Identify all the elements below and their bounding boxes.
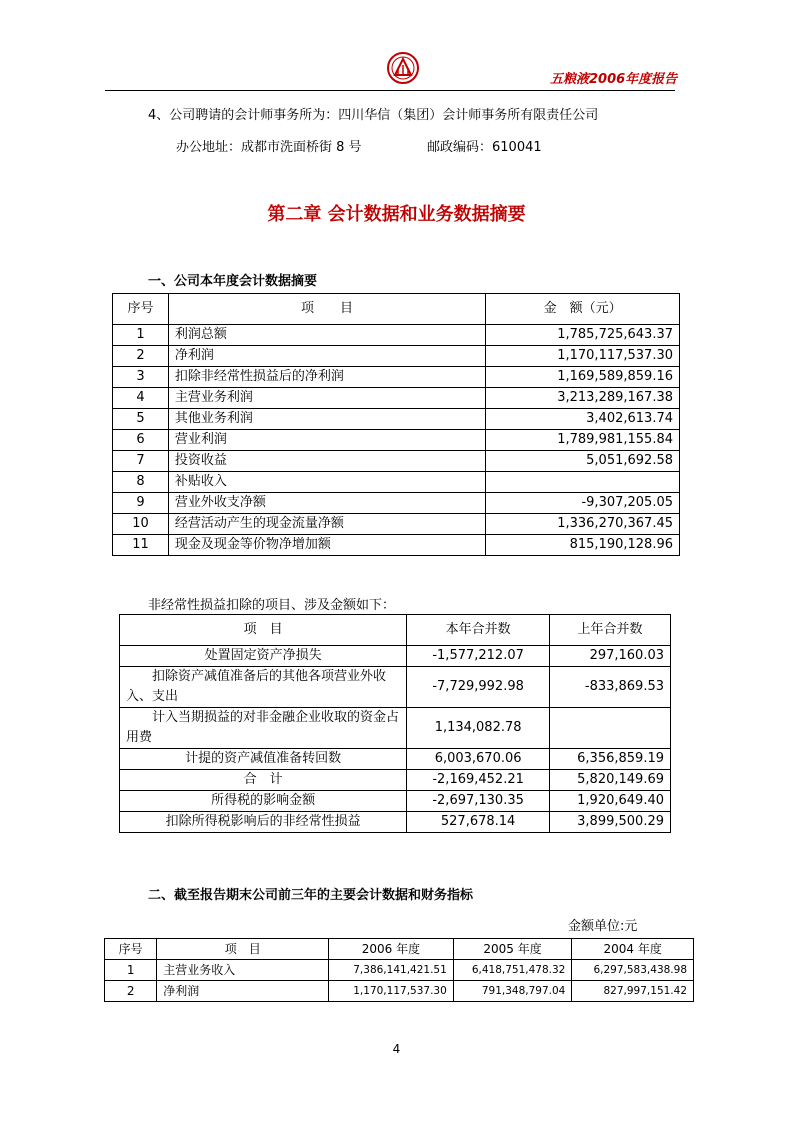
table-row xyxy=(120,708,671,749)
table-row xyxy=(120,646,671,667)
row-item: 扣除资产减值准备后的其他各项营业外收入、支出 xyxy=(120,667,407,708)
row-amount: 815,190,128.96 xyxy=(486,535,680,556)
row-item: 营业外收支净额 xyxy=(168,493,485,514)
row-item: 主营业务利润 xyxy=(168,388,485,409)
row-previous: 1,920,649.40 xyxy=(550,791,671,812)
nonrecurring-intro: 非经常性损益扣除的项目、涉及金额如下： xyxy=(148,598,396,613)
row-previous xyxy=(550,708,671,749)
row-amount: 1,170,117,537.30 xyxy=(486,346,680,367)
row-item: 净利润 xyxy=(157,981,329,1002)
table-row xyxy=(113,388,680,409)
col-header-item: 项 目 xyxy=(168,294,485,325)
row-item: 所得税的影响金额 xyxy=(120,791,407,812)
col-header-item: 项 目 xyxy=(120,615,407,646)
table-row xyxy=(120,791,671,812)
three-year-table xyxy=(104,938,694,1002)
row-previous: 297,160.03 xyxy=(550,646,671,667)
row-2006: 1,170,117,537.30 xyxy=(329,981,454,1002)
row-number: 3 xyxy=(113,367,169,388)
table-row xyxy=(120,770,671,791)
row-item: 扣除非经常性损益后的净利润 xyxy=(168,367,485,388)
row-number: 11 xyxy=(113,535,169,556)
table-row xyxy=(113,325,680,346)
annual-data-table xyxy=(112,293,680,556)
row-2004: 6,297,583,438.98 xyxy=(572,960,694,981)
postal-code: 邮政编码：610041 xyxy=(427,140,542,155)
row-amount: -9,307,205.05 xyxy=(486,493,680,514)
row-number: 2 xyxy=(113,346,169,367)
row-number: 5 xyxy=(113,409,169,430)
table-row xyxy=(113,514,680,535)
row-number: 8 xyxy=(113,472,169,493)
row-item: 其他业务利润 xyxy=(168,409,485,430)
table-row xyxy=(113,409,680,430)
row-current: 527,678.14 xyxy=(407,812,550,833)
row-item: 扣除所得税影响后的非经常性损益 xyxy=(120,812,407,833)
table-row xyxy=(113,430,680,451)
amount-unit: 金额单位:元 xyxy=(568,919,638,934)
table-row xyxy=(113,367,680,388)
row-amount xyxy=(486,472,680,493)
chapter-title: 第二章 会计数据和业务数据摘要 xyxy=(267,204,526,225)
col-header-no: 序号 xyxy=(113,294,169,325)
row-item: 补贴收入 xyxy=(168,472,485,493)
report-brand-title: 五粮液2006年度报告 xyxy=(550,72,678,87)
row-previous: 3,899,500.29 xyxy=(550,812,671,833)
table-row xyxy=(113,535,680,556)
table-header-row xyxy=(105,939,694,960)
row-2006: 7,386,141,421.51 xyxy=(329,960,454,981)
table-row xyxy=(105,981,694,1002)
section2-title: 二、截至报告期末公司前三年的主要会计数据和财务指标 xyxy=(148,888,474,903)
row-number: 10 xyxy=(113,514,169,535)
row-previous: 6,356,859.19 xyxy=(550,749,671,770)
row-current: -1,577,212.07 xyxy=(407,646,550,667)
row-previous: -833,869.53 xyxy=(550,667,671,708)
row-current: -7,729,992.98 xyxy=(407,667,550,708)
col-header-2006: 2006 年度 xyxy=(329,939,454,960)
col-header-amount: 金 额（元） xyxy=(486,294,680,325)
row-item: 营业利润 xyxy=(168,430,485,451)
row-2004: 827,997,151.42 xyxy=(572,981,694,1002)
table-row xyxy=(105,960,694,981)
row-amount: 1,336,270,367.45 xyxy=(486,514,680,535)
table-header-row xyxy=(113,294,680,325)
row-amount: 1,785,725,643.37 xyxy=(486,325,680,346)
row-item: 经营活动产生的现金流量净额 xyxy=(168,514,485,535)
table-row xyxy=(113,472,680,493)
row-number: 9 xyxy=(113,493,169,514)
page-number: 4 xyxy=(392,1042,401,1056)
row-item: 利润总额 xyxy=(168,325,485,346)
row-item: 净利润 xyxy=(168,346,485,367)
company-logo-icon xyxy=(386,51,420,85)
row-number: 1 xyxy=(113,325,169,346)
row-amount: 1,789,981,155.84 xyxy=(486,430,680,451)
row-item: 处置固定资产净损失 xyxy=(120,646,407,667)
row-current: -2,169,452.21 xyxy=(407,770,550,791)
row-number: 6 xyxy=(113,430,169,451)
office-address: 办公地址：成都市洗面桥街 8 号 xyxy=(176,140,362,155)
row-amount: 3,213,289,167.38 xyxy=(486,388,680,409)
row-number: 2 xyxy=(105,981,157,1002)
row-item: 现金及现金等价物净增加额 xyxy=(168,535,485,556)
row-number: 7 xyxy=(113,451,169,472)
row-item: 主营业务收入 xyxy=(157,960,329,981)
header-divider xyxy=(105,90,675,91)
col-header-2004: 2004 年度 xyxy=(572,939,694,960)
row-2005: 6,418,751,478.32 xyxy=(453,960,572,981)
table-row xyxy=(120,812,671,833)
row-previous: 5,820,149.69 xyxy=(550,770,671,791)
table-row xyxy=(113,493,680,514)
row-item: 计入当期损益的对非金融企业收取的资金占用费 xyxy=(120,708,407,749)
row-2005: 791,348,797.04 xyxy=(453,981,572,1002)
col-header-previous: 上年合并数 xyxy=(550,615,671,646)
table-row xyxy=(120,667,671,708)
col-header-current: 本年合并数 xyxy=(407,615,550,646)
row-current: -2,697,130.35 xyxy=(407,791,550,812)
row-number: 1 xyxy=(105,960,157,981)
table-row xyxy=(113,346,680,367)
nonrecurring-table xyxy=(119,614,671,833)
auditor-line: 4、公司聘请的会计师事务所为：四川华信（集团）会计师事务所有限责任公司 xyxy=(148,108,599,123)
row-item: 合 计 xyxy=(120,770,407,791)
col-header-2005: 2005 年度 xyxy=(453,939,572,960)
row-item: 计提的资产减值准备转回数 xyxy=(120,749,407,770)
row-item: 投资收益 xyxy=(168,451,485,472)
col-header-no: 序号 xyxy=(105,939,157,960)
row-amount: 3,402,613.74 xyxy=(486,409,680,430)
row-amount: 5,051,692.58 xyxy=(486,451,680,472)
row-current: 6,003,670.06 xyxy=(407,749,550,770)
row-current: 1,134,082.78 xyxy=(407,708,550,749)
row-number: 4 xyxy=(113,388,169,409)
table-row xyxy=(120,749,671,770)
table-header-row xyxy=(120,615,671,646)
row-amount: 1,169,589,859.16 xyxy=(486,367,680,388)
section1-title: 一、公司本年度会计数据摘要 xyxy=(148,274,318,289)
col-header-item: 项 目 xyxy=(157,939,329,960)
table-row xyxy=(113,451,680,472)
